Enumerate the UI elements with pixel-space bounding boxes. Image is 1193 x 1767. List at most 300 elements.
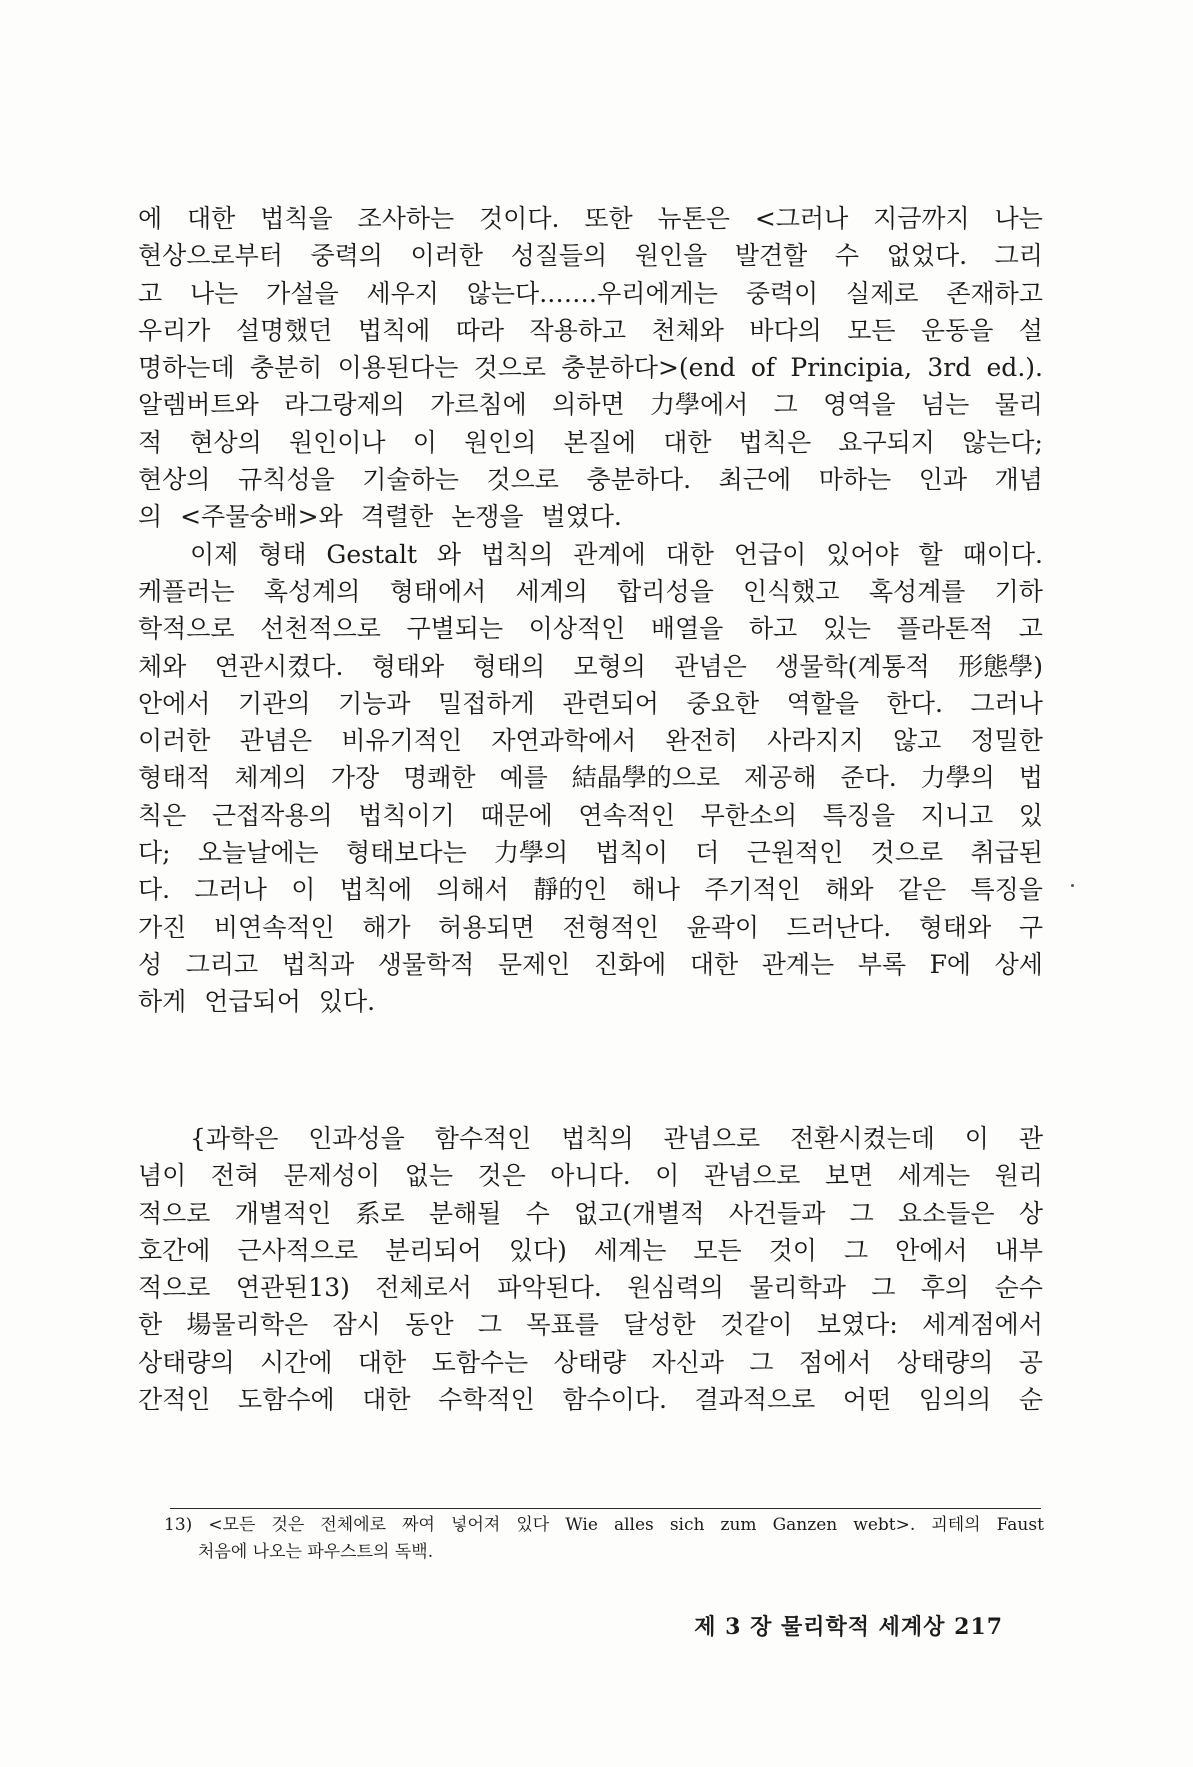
word: 가설을 [266,278,339,308]
word: 해가 [362,912,411,942]
word: 충분히 [249,353,323,383]
word: 법칙의 [561,1124,634,1153]
word: 力學의 [920,763,995,793]
word: 파악된다. [497,1273,602,1303]
word: webt>. [853,1515,916,1535]
word: 문제인 [497,949,571,979]
word: 제공해 [744,763,817,793]
word: 그 [477,1310,503,1340]
word: Principia, [790,353,913,383]
word: 전체로서 [375,1273,472,1303]
word: 본질에 [563,427,637,457]
word: 결과적으로 [694,1385,816,1415]
word: 같은 [897,875,947,905]
word: 운동을 [920,315,994,345]
word: 그러나 [970,688,1043,718]
word: 공 [1018,1347,1043,1377]
word: 가르침에 [430,390,527,420]
word: 칙은 [138,800,187,830]
word: 념이 [138,1161,187,1191]
word: 있는 [822,614,872,644]
word: 있 [1018,800,1043,830]
word: 취급된 [970,838,1043,868]
word: Gestalt [326,539,417,569]
word: 분리되어 [385,1235,482,1265]
word: 것은 [271,1515,305,1535]
word: <그러나 [754,204,849,233]
main-text-block [138,200,1043,1021]
word: 그 [749,1347,774,1377]
word: 진화에 [593,949,667,979]
word: 더 [695,838,720,868]
word: 수학적인 [438,1385,535,1415]
word: 인과성을 [308,1124,405,1153]
word: 설 [1018,315,1043,345]
word: 중력의 [310,241,383,271]
word: 존재하고 [946,278,1043,308]
word: 개별적인 [234,1198,332,1228]
word: 라그랑제의 [284,390,405,420]
word: 완전히 [665,726,738,756]
word: 것이 [768,1235,817,1265]
word: 나는 [994,204,1043,233]
word: zum [720,1515,757,1535]
word: 언급이 [733,539,807,569]
word: 이제 [190,539,239,569]
word: 형태보다는 [345,838,467,868]
word: 관념으로 [663,1124,761,1153]
word: 간적인 [138,1385,211,1415]
word: 케플러는 [138,576,235,606]
word: 현상의 [189,427,262,457]
word: 있다 [516,1515,550,1535]
word: 세계는 [897,1161,971,1191]
word: 다; [138,838,171,868]
word: 3rd [927,353,972,383]
word: 조사하는 [357,204,455,233]
text-line [138,275,1043,312]
text-line [138,312,1043,349]
word: 기하 [994,576,1043,606]
word: 성 [138,949,163,979]
word: 관념으로 [703,1161,801,1191]
text-line [138,461,1043,498]
word: 나는 [190,278,239,308]
word: 원인을 [634,241,708,271]
word: 목표를 [526,1310,599,1340]
word: 명쾌한 [403,763,476,793]
word: 인과 [918,465,968,495]
word: 고 [138,278,163,308]
word: 모든 [693,1235,742,1265]
word: 바다의 [749,315,822,345]
word: 명하는데 [138,353,235,383]
word: 다. [138,875,171,905]
word: 力學의 [494,838,569,868]
bracketed-paragraph [138,1120,1043,1418]
word: Faust [996,1515,1044,1535]
word: 것이다. [479,204,560,233]
word: 특징을 [970,875,1043,905]
text-line [138,871,1043,908]
word: 수 [834,241,860,271]
word: 그 [871,1273,896,1303]
word: 근사적으로 [237,1235,359,1265]
word: 않고 [892,726,942,756]
word: 아니다. [550,1161,631,1191]
word: Ganzen [772,1515,838,1535]
word: 관계에 [573,539,646,569]
word: 한다. [886,688,943,718]
word: 없었다. [886,241,968,271]
word: 함수이다. [562,1385,667,1415]
word: 영역을 [823,390,896,420]
word: 상태량의 [138,1347,235,1377]
text-line: 하게 언급되어 있다. [138,987,376,1017]
word: 순 [1018,1385,1043,1415]
text-line [138,1195,1043,1232]
text-line [138,946,1043,983]
word: 혹성계의 [263,576,361,606]
word: 와 [436,539,462,569]
word: 모형의 [573,651,646,681]
word: <모든 [208,1515,256,1535]
word: 것은 [477,1161,526,1191]
word: 場물리학은 [186,1310,309,1340]
word: 인식했고 [742,576,840,606]
word: 마하는 [818,465,892,495]
word: 오늘날에는 [197,838,319,868]
word: 그러나 [194,875,267,905]
word: 形態學) [958,651,1043,681]
word: 법칙을 [260,204,333,233]
word: 것같이 [720,1310,793,1340]
word: 상태량 [553,1347,627,1377]
word: 연관시켰다. [214,651,344,681]
word: 선천적으로 [260,614,381,644]
word: sich [669,1515,705,1535]
word: 구 [1018,912,1043,942]
word: 준다. [840,763,897,793]
word: 규칙성을 [238,465,335,495]
word: 세계의 [515,576,588,606]
word: 호간에 [138,1235,211,1265]
word: 주기적인 [704,875,801,905]
word: 기술하는 [362,465,459,495]
word: 문제성이 [283,1161,381,1191]
word: 체계의 [234,763,307,793]
word: 그 [843,1235,869,1265]
word: 가진 [138,912,187,942]
word: 관계는 [761,949,835,979]
word: 안에서 [138,688,211,718]
word: 플라톤적 [896,614,994,644]
word: 전환시켰는데 [790,1124,935,1153]
word: 13) [164,1515,193,1535]
word: 사건들과 [728,1198,826,1228]
word: 관련되어 [562,688,659,718]
word: 한 [138,1310,163,1340]
word: 무한소의 [700,800,798,830]
word: 후의 [920,1273,970,1303]
word: 넘는 [920,390,970,420]
word: 괴테의 [931,1515,981,1535]
word: 배열을 [650,614,724,644]
word: 역할을 [786,688,860,718]
word: 그리 [994,241,1043,271]
word: 개념 [994,465,1043,495]
word: 안에서 [895,1235,968,1265]
text-line [138,797,1043,834]
word: 않는다.……우리에게는 [466,278,718,308]
text-line [138,349,1043,386]
word: 내부 [994,1235,1043,1265]
word: 그리고 [185,949,259,979]
word: 대한 [362,1385,411,1415]
word: 結晶學的으로 [571,763,721,793]
word: 도함수에 [238,1385,335,1415]
footnote [164,1512,1044,1566]
word: 밀접하게 [438,688,535,718]
word: 윤곽이 [686,912,760,942]
word: 연속적인 [578,800,675,830]
word: 드러난다. [786,912,892,942]
word: 비연속적인 [213,912,335,942]
word: 의하면 [552,390,625,420]
word: 충분하다>(end [561,353,736,383]
word: 할 [918,539,943,569]
word: 근원적인 [746,838,844,868]
word: 알렘버트와 [138,390,259,420]
word: 물리 [994,390,1043,420]
word: 상세 [994,949,1043,979]
word: 형태적 [138,763,211,793]
word: 예를 [499,763,548,793]
word: 이 [412,427,437,457]
word: 지니고 [920,800,994,830]
word: F에 [929,949,972,979]
word: 이 [291,875,316,905]
word: 에 [138,204,163,233]
word: 천체와 [651,315,724,345]
word: 때문에 [480,800,553,830]
word: 요구되지 [838,427,935,457]
word: 기능과 [338,688,411,718]
word: 부록 [857,949,907,979]
text-line [138,1381,1043,1418]
word: 그 [849,1198,874,1228]
word: Wie [565,1515,598,1535]
word: {과학은 [190,1124,279,1153]
text-line [138,722,1043,759]
word: 없는 [404,1161,453,1191]
word: 법칙이 [595,838,668,868]
word: 상태량의 [896,1347,994,1377]
word: 대한 [187,204,236,233]
text-line [138,610,1043,647]
word: 원리 [994,1161,1043,1191]
word: 또한 [584,204,633,233]
word: 법 [1018,763,1043,793]
word: 충분하다. [586,465,692,495]
scan-speck [1071,884,1074,887]
word: 자연과학에서 [491,726,637,756]
word: 전체에로 [320,1515,387,1535]
word: 이러한 [138,726,211,756]
word: 잠시 [332,1310,381,1340]
word: 형태와 [371,651,445,681]
word: 力學에서 [649,390,749,420]
word: 달성한 [623,1310,696,1340]
word: 정밀한 [970,726,1043,756]
text-line [138,909,1043,946]
word: 자신과 [651,1347,724,1377]
word: 사라지지 [767,726,864,756]
word: 특징을 [822,800,896,830]
word: 법칙이기 [358,800,455,830]
text-line [138,386,1043,423]
word: 의해서 [436,875,509,905]
word: 이상적인 [528,614,626,644]
word: 형태 [258,539,307,569]
word: 근접작용의 [211,800,333,830]
word: 해와 [825,875,874,905]
word: 최근에 [718,465,792,495]
word: 순수 [994,1273,1043,1303]
text-line [138,1306,1043,1343]
word: 하고 [748,614,798,644]
word: 관념은 [239,726,313,756]
word: 전혀 [210,1161,260,1191]
word: 모든 [847,315,896,345]
word: 대한 [689,949,739,979]
word: 靜的인 [533,875,608,905]
word: 대한 [665,539,714,569]
word: 고 [1018,614,1043,644]
text-line [138,759,1043,796]
word: 이 [655,1161,680,1191]
word: 법칙의 [480,539,554,569]
word: 구별되는 [406,614,504,644]
word: 임의의 [918,1385,992,1415]
text-line [138,573,1043,610]
word: 것으로 [473,353,547,383]
text-line: 의 <주물숭배>와 격렬한 논쟁을 벌였다. [138,502,622,532]
word: 학적으로 [138,614,235,644]
word: 형태에서 [389,576,487,606]
word: 적으로 [138,1198,211,1228]
word: 생물학(계통적 [775,651,930,681]
word: 것으로 [870,838,944,868]
word: 혹성계를 [868,576,966,606]
text-line [138,424,1043,461]
word: 연관된13) [235,1273,350,1303]
word: 생물학적 [377,949,475,979]
footnote-divider [170,1508,1041,1509]
footnote-line [164,1512,1044,1539]
word: 현상의 [138,465,211,495]
word: 이러한 [410,241,483,271]
word: 원심력의 [627,1273,724,1303]
word: 관념은 [674,651,747,681]
word: 도함수는 [431,1347,529,1377]
word: 합리성을 [617,576,714,606]
word: 성질들의 [510,241,608,271]
footnote-line: 처음에 나오는 파우스트의 독백. [198,1542,434,1562]
word: 적으로 [138,1273,211,1303]
word: 분해될 [428,1198,502,1228]
text-line [138,1344,1043,1381]
word: 함수적인 [434,1124,532,1153]
text-line [138,200,1043,237]
word: 설명했던 [235,315,333,345]
word: 우리가 [138,315,211,345]
word: 요소들은 [897,1198,995,1228]
word: 따라 [455,315,505,345]
text-line [138,1232,1043,1269]
running-footer: 제 3 장 물리학적 세계상 217 [694,1614,1003,1640]
word: 중력이 [745,278,819,308]
word: 허용되면 [438,912,535,942]
word: 실제로 [846,278,919,308]
word: 비유기적인 [341,726,463,756]
word: 세우지 [366,278,439,308]
word: 해나 [631,875,680,905]
word: 그 [773,390,798,420]
word: 있다) [508,1235,567,1265]
word: 세계는 [593,1235,667,1265]
word: 대한 [663,427,712,457]
text-line [138,536,1043,573]
word: 시간에 [260,1347,333,1377]
word: 보면 [824,1161,874,1191]
word: 이 [964,1124,989,1153]
word: 않는다; [962,427,1043,457]
word: 작용하고 [529,315,627,345]
word: 점에서 [798,1347,872,1377]
word: 중요한 [686,688,759,718]
word: 뉴톤은 [657,204,730,233]
word: 수 [525,1198,550,1228]
word: 넣어져 [451,1515,501,1535]
word: 형태와 [918,912,992,942]
word: 동안 [405,1310,454,1340]
word: 법칙과 [281,949,355,979]
text-line [138,237,1043,274]
word: 때이다. [962,539,1043,569]
word: 이용된다는 [337,353,459,383]
word: 系로 [355,1198,405,1228]
text-line [138,648,1043,685]
word: of [750,353,776,383]
word: 세계점에서 [922,1310,1043,1340]
word: 형태의 [472,651,546,681]
word: 상 [1018,1198,1043,1228]
word: 가장 [330,763,380,793]
word: 관 [1018,1124,1043,1153]
word: ed.). [986,353,1043,383]
word: 보였다: [816,1310,898,1340]
word: alles [613,1515,654,1535]
word: 법칙에 [339,875,413,905]
word: 있어야 [826,539,899,569]
word: 원인의 [464,427,537,457]
word: 지금까지 [873,204,970,233]
word: 법칙은 [738,427,812,457]
word: 없고(개별적 [574,1198,705,1228]
word: 체와 [138,651,187,681]
word: 어떤 [842,1385,892,1415]
